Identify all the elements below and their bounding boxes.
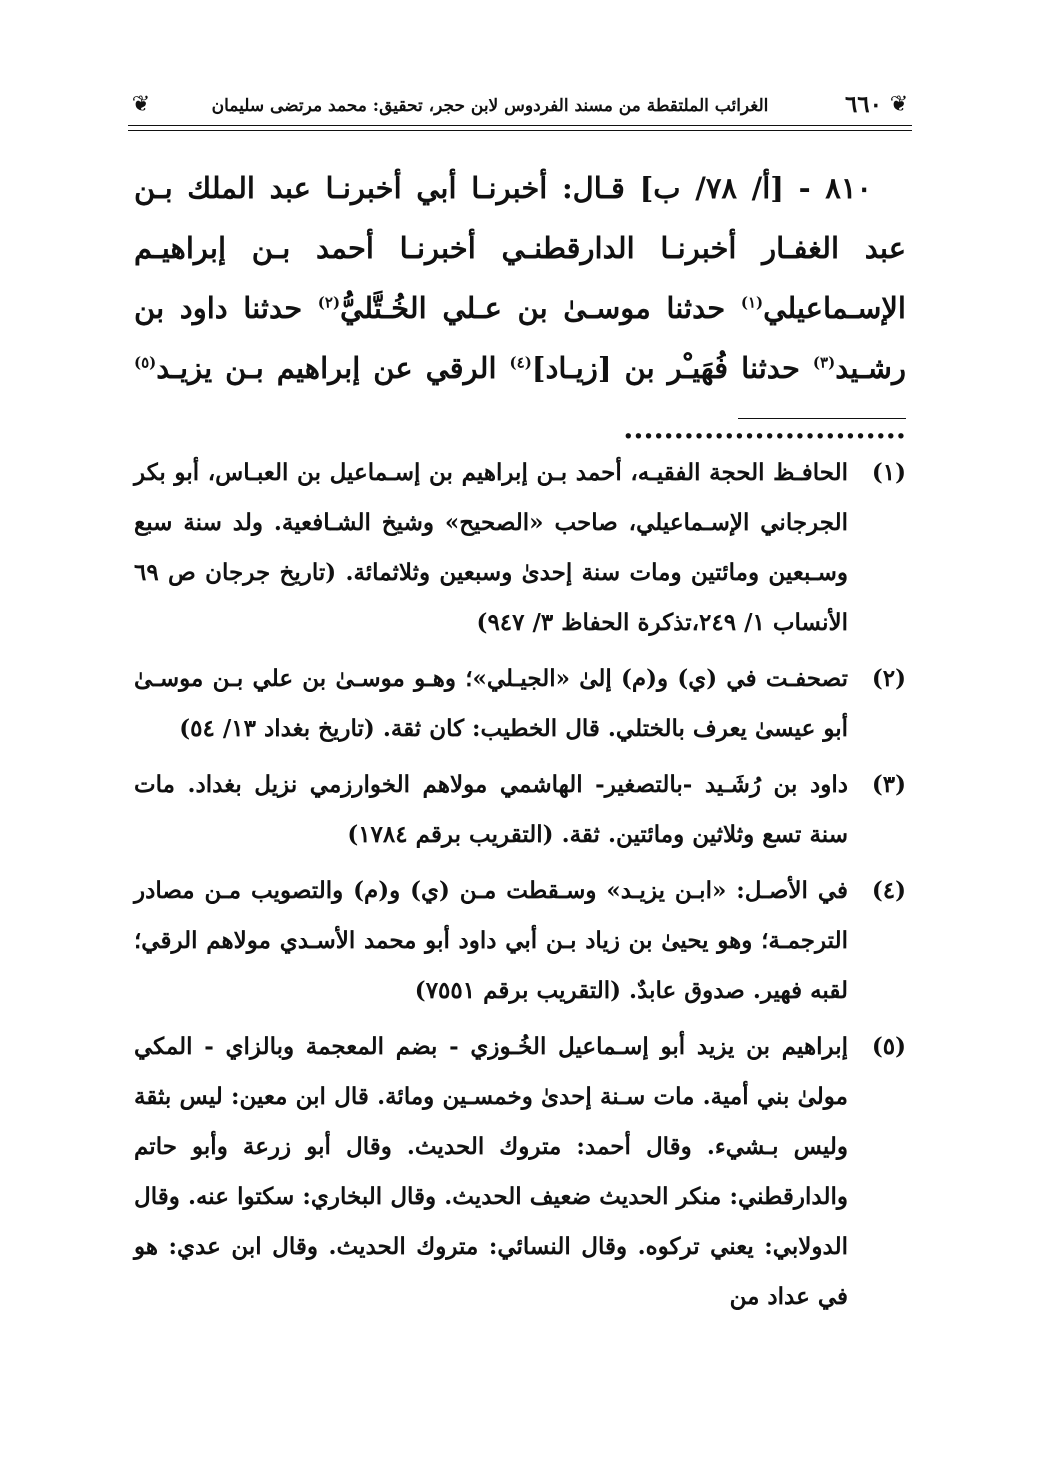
footnote-5 xyxy=(134,1022,906,1322)
footnote-number: (١) xyxy=(871,459,906,486)
main-segment-4: حدثنا فُهَيـْر بن [زيـاد] xyxy=(531,351,800,385)
header-rule-top xyxy=(128,125,912,126)
footnote-text: في الأصـل: «ابـن يزيـد» وسـقطت مـن (ي) و(م) والتصويب مـن مصادر الترجمـة؛ وهو يحيىٰ بن زياد بـن أبي داود أبو محمد الأسـدي مولاهم الرقي؛ لقبه فهير. صدوق عابدٌ. (التقريب برقم ٧٥٥١) xyxy=(134,877,848,1004)
entry-label: ٨١٠ - [أ/ ٧٨/ ب] xyxy=(639,171,873,205)
page-number: ٦٦٠ xyxy=(844,91,882,118)
footnote-2 xyxy=(134,654,906,754)
footnote-ref-4[interactable]: (٤) xyxy=(509,353,532,372)
footnote-ref-1[interactable]: (١) xyxy=(740,293,764,312)
ornament-right-icon: ❦ xyxy=(889,92,909,117)
main-segment-5: الرقي عن إبراهيم بـن يزيـد xyxy=(156,351,497,385)
hadith-paragraph xyxy=(134,158,906,458)
footnote-number: (٤) xyxy=(871,877,906,904)
footnote-ref-2[interactable]: (٢) xyxy=(317,293,341,312)
main-segment-1: قـال: أخبرنـا أبي أخبرنـا عبد الملك بـن عبد الغفـار أخبرنـا الدارقطنـي أخبرنـا أحمد بـن إبراهيـم الإسـماعيلي xyxy=(134,171,906,325)
footnote-4 xyxy=(134,866,906,1016)
footnote-ref-5[interactable]: (٥) xyxy=(134,353,157,372)
running-header xyxy=(128,88,912,124)
main-text xyxy=(134,158,906,458)
footnote-number: (٣) xyxy=(871,771,906,798)
footnote-text: الحافـظ الحجة الفقيـه، أحمد بـن إبراهيم بن إسـماعيل بن العبـاس، أبو بكر الجرجاني الإسـماعيلي، صاحب «الصحيح» وشيخ الشـافعية. ولد سنة سبع وسـبعين ومائتين ومات سنة إحدىٰ وسبعين وثلاثمائة. (تاريخ جرجان ص ٦٩ الأنساب ١/ ٢٤٩،تذكرة الحفاظ ٣/ ٩٤٧) xyxy=(134,459,848,636)
footnote-text: إبراهيم بن يزيد أبو إسـماعيل الخُـوزي - بضم المعجمة وبالزاي - المكي مولىٰ بني أمية. مات سـنة إحدىٰ وخمسـين ومائة. قال ابن معين: ليس بثقة وليس بـشيء. وقال أحمد: متروك الحديث. وقال أبو زرعة وأبو حاتم والدارقطني: منكر الحديث ضعيف الحديث. وقال البخاري: سكتوا عنه. وقال الدولابي: يعني تركوه. وقال النسائي: متروك الحديث. وقال ابن عدي: هو في عداد من xyxy=(134,1033,848,1310)
footnote-separator xyxy=(738,418,906,419)
footnotes xyxy=(134,448,906,1328)
footnote-number: (٢) xyxy=(871,665,906,692)
footnote-1 xyxy=(134,448,906,648)
footnote-3 xyxy=(134,760,906,860)
continuation-dots: ............................ xyxy=(623,411,906,445)
footnote-text: داود بن رُشَـيد -بالتصغير- الهاشمي مولاهم الخوارزمي نزيل بغداد. مات سنة تسع وثلاثين ومائتين. ثقة. (التقريب برقم ١٧٨٤) xyxy=(134,771,848,848)
main-segment-3: حدثنا داود بن رشـيد xyxy=(134,291,906,385)
footnote-text: تصحفـت في (ي) و(م) إلىٰ «الجيـلي»؛ وهـو موسـىٰ بن علي بـن موسـىٰ أبو عيسىٰ يعرف بالختلي. قال الخطيب: كان ثقة. (تاريخ بغداد ١٣/ ٥٤) xyxy=(134,665,848,742)
running-title: الغرائب الملتقطة من مسند الفردوس لابن حجر، تحقيق: محمد مرتضى سليمان xyxy=(211,96,769,116)
header-rule-bottom xyxy=(128,130,912,131)
footnote-ref-3[interactable]: (٣) xyxy=(812,353,836,372)
main-segment-2: حدثنا موسـىٰ بن عـلي الخُـتَّليُّ xyxy=(340,291,726,325)
footnote-number: (٥) xyxy=(871,1033,906,1060)
ornament-left-icon: ❦ xyxy=(131,92,151,117)
